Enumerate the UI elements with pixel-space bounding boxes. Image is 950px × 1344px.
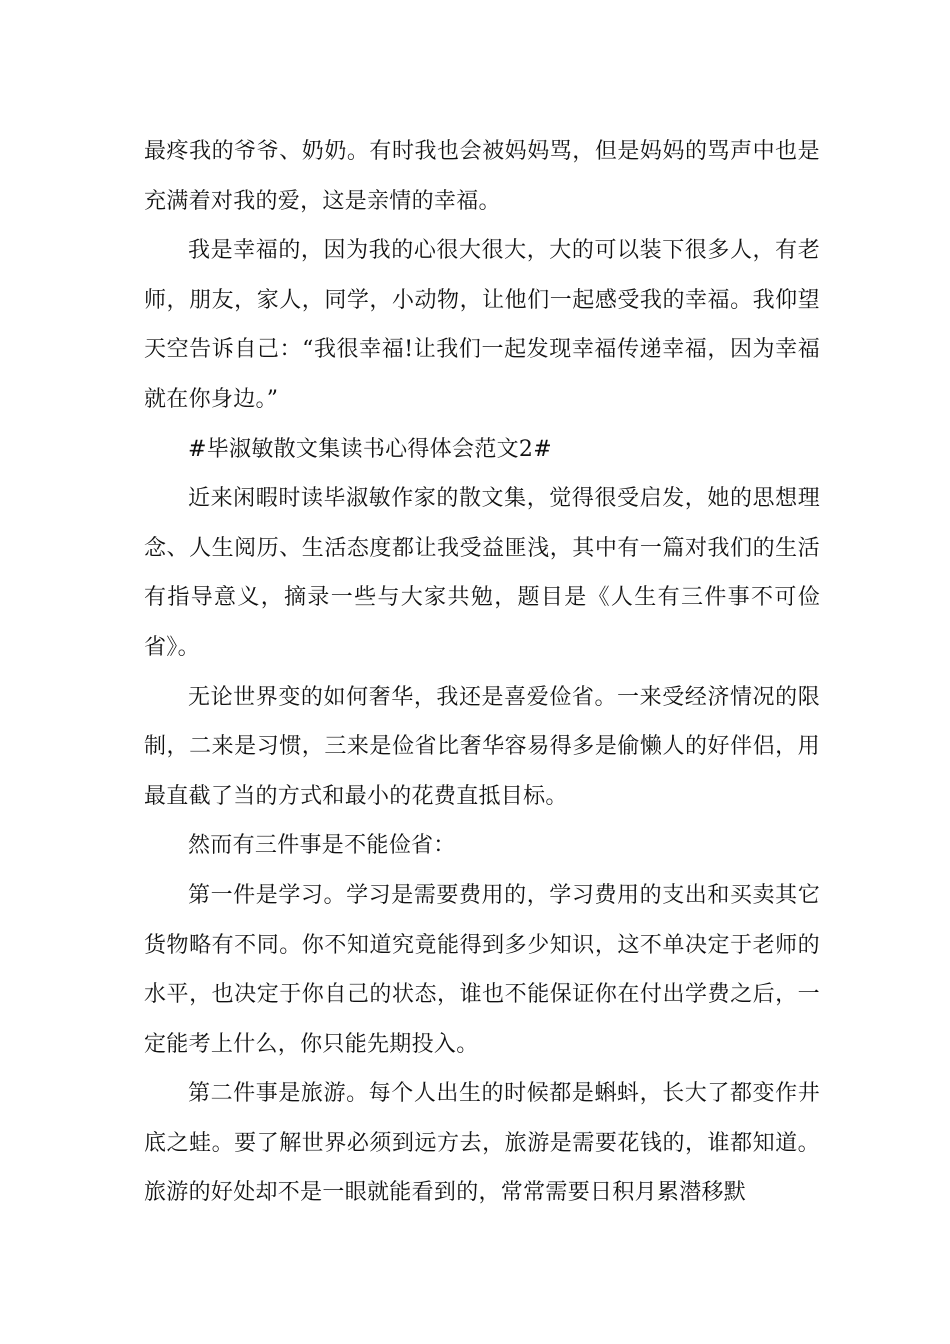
paragraph-continued: 最疼我的爷爷、奶奶。有时我也会被妈妈骂，但是妈妈的骂声中也是充满着对我的爱，这是亲情的幸福。 [144,139,820,214]
paragraph: 无论世界变的如何奢华，我还是喜爱俭省。一来受经济情况的限制，二来是习惯，三来是俭省比奢华容易得多是偷懒人的好伴侣，用最直截了当的方式和最小的花费直抵目标。 [144,684,820,809]
paragraph: 第二件事是旅游。每个人出生的时候都是蝌蚪，长大了都变作井底之蛙。要了解世界必须到远方去，旅游是需要花钱的，谁都知道。旅游的好处却不是一眼就能看到的，常常需要日积月累潜移默 [144,1081,820,1206]
document-body [144,127,820,1218]
paragraph: 近来闲暇时读毕淑敏作家的散文集，觉得很受启发，她的思想理念、人生阅历、生活态度都让我受益匪浅，其中有一篇对我们的生活有指导意义，摘录一些与大家共勉，题目是《人生有三件事不可俭省》。 [144,486,820,660]
paragraph: 我是幸福的，因为我的心很大很大，大的可以装下很多人，有老师，朋友，家人，同学，小动物，让他们一起感受我的幸福。我仰望天空告诉自己：“我很幸福!让我们一起发现幸福传递幸福，因为幸福就在你身边。” [144,238,820,412]
paragraph: 然而有三件事是不能俭省： [188,833,456,859]
paragraph: 第一件是学习。学习是需要费用的，学习费用的支出和买卖其它货物略有不同。你不知道究竟能得到多少知识，这不单决定于老师的水平，也决定于你自己的状态，谁也不能保证你在付出学费之后，一定能考上什么，你只能先期投入。 [144,882,820,1057]
section-heading: #毕淑敏散文集读书心得体会范文2# [188,436,552,462]
